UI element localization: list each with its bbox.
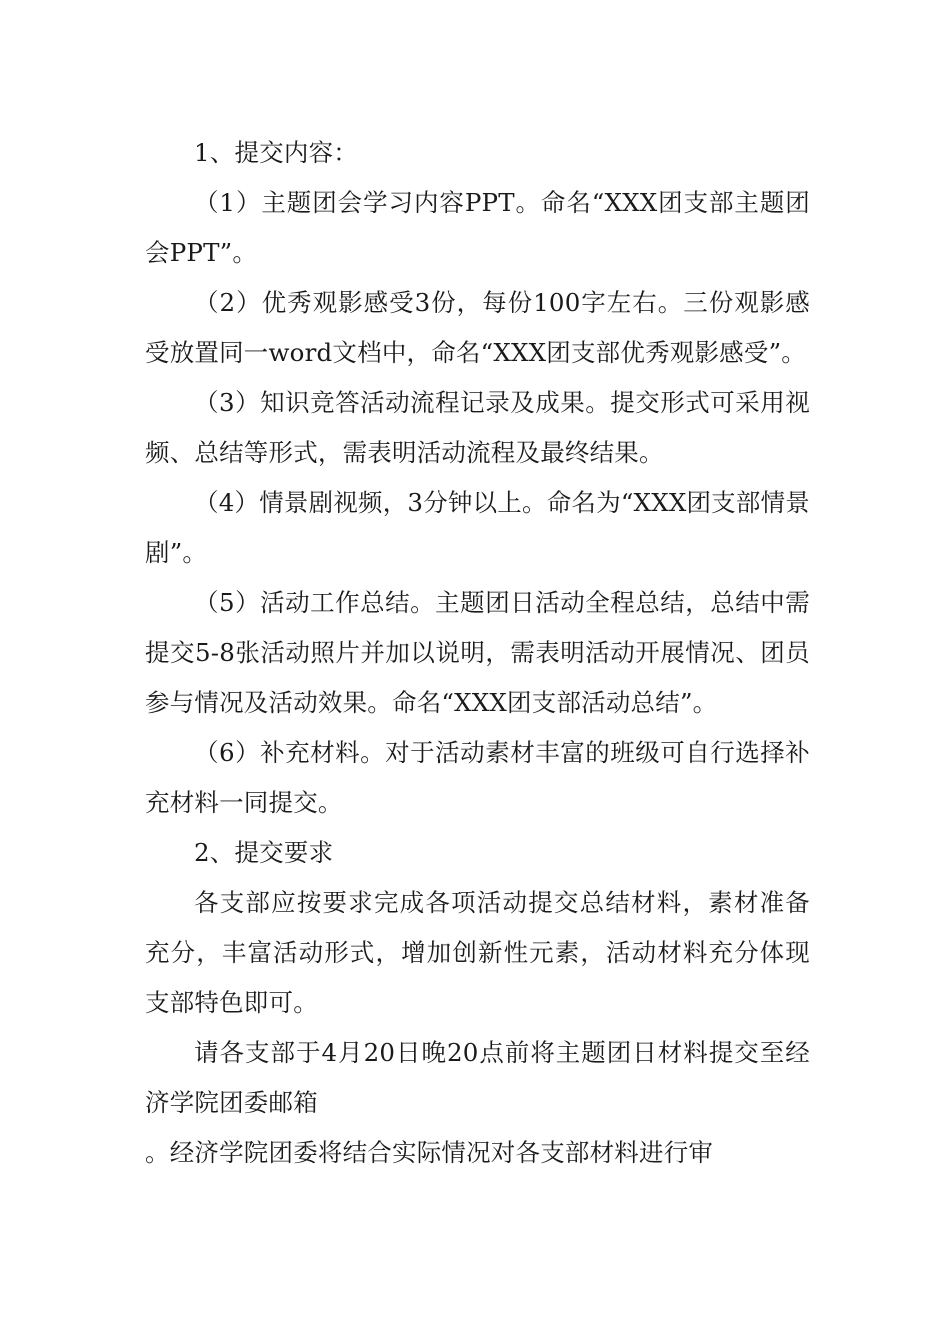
paragraph-item-5: （5）活动工作总结。主题团日活动全程总结，总结中需提交5-8张活动照片并加以说明，需表明活动开展情况、团员参与情况及活动效果。命名“XXX团支部活动总结”。 <box>145 588 810 717</box>
paragraph-item-4: （4）情景剧视频，3分钟以上。命名为“XXX团支部情景剧”。 <box>145 488 810 567</box>
paragraph-item-6: （6）补充材料。对于活动素材丰富的班级可自行选择补充材料一同提交。 <box>145 738 810 817</box>
section-heading-submission-requirements: 2、提交要求 <box>194 838 334 867</box>
paragraph-review-note: 。经济学院团委将结合实际情况对各支部材料进行审 <box>145 1138 714 1167</box>
paragraph-item-3: （3）知识竞答活动流程记录及成果。提交形式可采用视频、总结等形式，需表明活动流程及最终结果。 <box>145 388 810 467</box>
document-body <box>145 128 810 1178</box>
section-heading-submission-content: 1、提交内容： <box>194 138 358 167</box>
paragraph-item-1: （1）主题团会学习内容PPT。命名“XXX团支部主题团会PPT”。 <box>145 188 810 267</box>
paragraph-requirements: 各支部应按要求完成各项活动提交总结材料，素材准备充分，丰富活动形式，增加创新性元素，活动材料充分体现支部特色即可。 <box>145 888 810 1017</box>
paragraph-deadline: 请各支部于4月20日晚20点前将主题团日材料提交至经济学院团委邮箱 <box>145 1038 810 1117</box>
paragraph-item-2: （2）优秀观影感受3份，每份100字左右。三份观影感受放置同一word文档中，命名“XXX团支部优秀观影感受”。 <box>145 288 810 367</box>
